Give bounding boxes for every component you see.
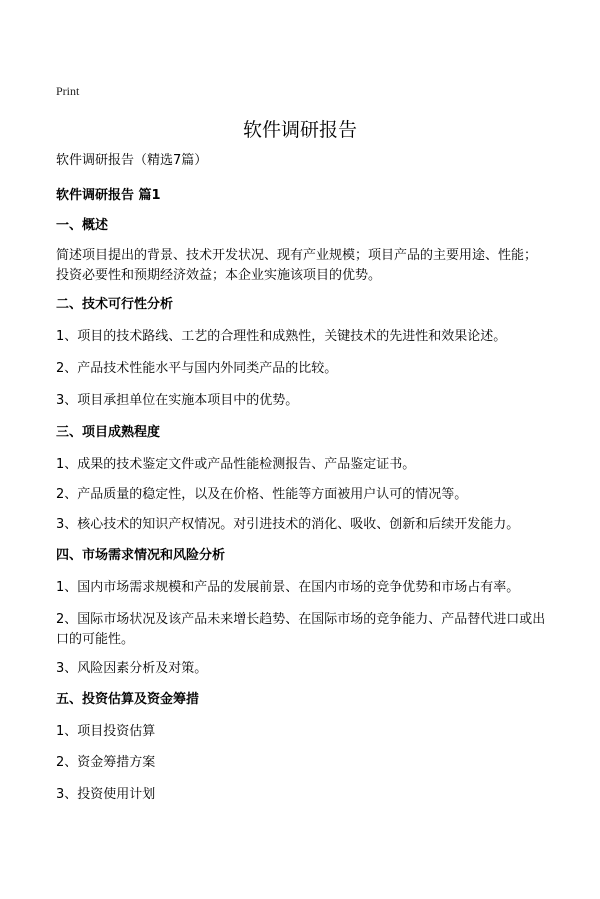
section-paragraph: 3、核心技术的知识产权情况。对引进技术的消化、吸收、创新和后续开发能力。	[56, 517, 520, 532]
print-label[interactable]: Print	[56, 84, 80, 98]
section-paragraph: 1、成果的技术鉴定文件或产品性能检测报告、产品鉴定证书。	[56, 457, 416, 472]
section-paragraph: 3、项目承担单位在实施本项目中的优势。	[56, 393, 299, 408]
section-heading-maturity: 三、项目成熟程度	[56, 425, 161, 440]
section-heading-market-risk: 四、市场需求情况和风险分析	[56, 548, 226, 563]
section-paragraph: 1、项目投资估算	[56, 724, 156, 739]
section-paragraph: 1、国内市场需求规模和产品的发展前景、在国内市场的竞争优势和市场占有率。	[56, 580, 520, 595]
section-heading-tech-feasibility: 二、技术可行性分析	[56, 297, 174, 312]
section-paragraph: 3、风险因素分析及对策。	[56, 661, 208, 676]
article-heading: 软件调研报告 篇1	[56, 188, 161, 203]
section-paragraph: 2、资金筹措方案	[56, 755, 156, 770]
section-paragraph: 2、产品技术性能水平与国内外同类产品的比较。	[56, 361, 338, 376]
section-paragraph: 2、国际市场状况及该产品未来增长趋势、在国际市场的竞争能力、产品替代进口或出口的可能性。	[56, 612, 546, 647]
document-title: 软件调研报告	[242, 119, 357, 141]
section-paragraph: 1、项目的技术路线、工艺的合理性和成熟性，关键技术的先进性和效果论述。	[56, 329, 507, 344]
section-heading-overview: 一、概述	[56, 218, 109, 233]
section-paragraph: 2、产品质量的稳定性，以及在价格、性能等方面被用户认可的情况等。	[56, 487, 468, 502]
document-subtitle: 软件调研报告（精选7篇）	[56, 153, 208, 168]
section-paragraph: 简述项目提出的背景、技术开发状况、现有产业规模；项目产品的主要用途、性能；投资必要性和预期经济效益；本企业实施该项目的优势。	[56, 248, 538, 283]
section-heading-investment: 五、投资估算及资金筹措	[56, 692, 200, 707]
section-paragraph: 3、投资使用计划	[56, 787, 156, 802]
